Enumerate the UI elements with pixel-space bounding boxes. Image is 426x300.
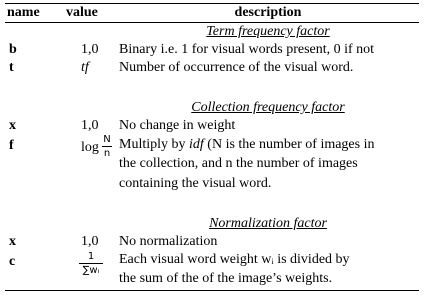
- row-value: 1,0: [81, 234, 99, 249]
- header-value: value: [66, 5, 98, 20]
- header-name: name: [7, 5, 40, 20]
- row-description-line: Each visual word weight wᵢ is divided by: [119, 252, 350, 267]
- log-operator: log: [81, 140, 99, 155]
- desc-idf: idf: [189, 137, 204, 152]
- row-name: f: [9, 138, 14, 153]
- fraction-numerator: N: [103, 134, 111, 145]
- row-value: tf: [81, 60, 89, 75]
- header-rule: [5, 22, 419, 23]
- top-rule: [5, 3, 419, 4]
- fraction-one-over-sum: [79, 251, 103, 276]
- fraction-numerator: 1: [87, 251, 95, 262]
- row-description: Number of occurrence of the visual word.: [119, 60, 354, 75]
- row-description-line: containing the visual word.: [119, 176, 272, 191]
- section-title-collection-frequency: Collection frequency factor: [191, 100, 345, 115]
- section-title-term-frequency: Term frequency factor: [206, 24, 330, 39]
- row-description-line: the collection, and n the number of images: [119, 156, 358, 171]
- fraction-denominator: n: [103, 148, 111, 159]
- row-description: No normalization: [119, 234, 218, 249]
- row-description: Binary i.e. 1 for visual words present, 0 if not: [119, 42, 375, 57]
- row-name: x: [9, 234, 16, 249]
- fraction-denominator: ∑wᵢ: [82, 265, 100, 276]
- row-description: [119, 137, 374, 153]
- fraction-bar: [102, 146, 112, 147]
- header-description: description: [234, 5, 302, 20]
- desc-suffix: (N is the number of images in: [203, 137, 375, 152]
- bottom-rule: [5, 290, 419, 291]
- row-description: No change in weight: [119, 118, 236, 133]
- desc-prefix: Multiply by: [119, 137, 190, 152]
- row-name: b: [9, 42, 17, 57]
- section-title-normalization: Normalization factor: [209, 216, 327, 231]
- fraction-bar: [79, 263, 103, 264]
- row-name: t: [9, 60, 14, 75]
- row-value: 1,0: [81, 42, 99, 57]
- row-value: 1,0: [81, 118, 99, 133]
- row-description-line: the sum of the of the image’s weights.: [119, 271, 333, 286]
- fraction-n-over-n: [102, 134, 112, 159]
- row-name: x: [9, 118, 16, 133]
- row-name: c: [9, 254, 16, 269]
